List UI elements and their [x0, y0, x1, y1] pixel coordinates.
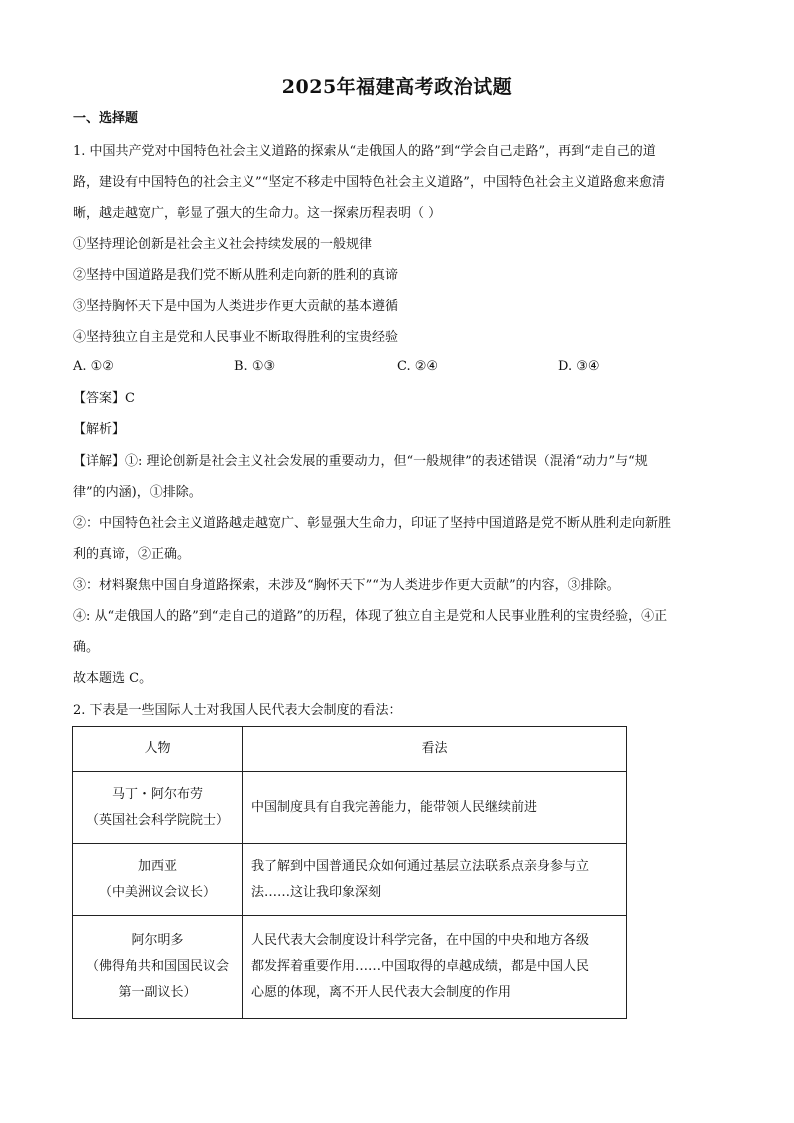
view-line: 中国制度具有自我完善能力，能带领人民继续前进 — [251, 799, 538, 815]
q1-option-c: C. ②④ — [397, 359, 439, 374]
column-header-view: 看法 — [243, 727, 627, 772]
table-row — [73, 844, 627, 916]
page-title: 2025年福建高考政治试题 — [281, 76, 513, 98]
table-row — [73, 772, 627, 844]
q1-option-d: D. ③④ — [558, 359, 600, 374]
q1-detail-line: 确。 — [73, 640, 100, 655]
opinions-table — [72, 726, 627, 1019]
view-line: 我了解到中国普通民众如何通过基层立法联系点亲身参与立 — [251, 858, 590, 874]
q1-answer: 【答案】C — [73, 391, 135, 406]
q1-detail-line: 故本题选 C。 — [73, 671, 153, 686]
q1-detail-line: ③：材料聚焦中国自身道路探索，未涉及“胸怀天下”“为人类进步作更大贡献”的内容，③排除。 — [73, 578, 620, 593]
q1-statement: ②坚持中国道路是我们党不断从胜利走向新的胜利的真谛 — [73, 268, 399, 283]
view-line: 心愿的体现，离不开人民代表大会制度的作用 — [251, 985, 512, 1000]
q1-stem-line: 路，建设有中国特色的社会主义”“坚定不移走中国特色社会主义道路”，中国特色社会主义道路愈来愈清 — [73, 175, 665, 190]
person-name: 阿尔明多 — [131, 933, 184, 948]
section-heading: 一、选择题 — [73, 111, 139, 126]
q1-detail-line: 【详解】①: 理论创新是社会主义社会发展的重要动力，但“一般规律”的表述错误（混淆“动力”与“规 — [73, 454, 648, 469]
q1-detail-line: ④: 从“走俄国人的路”到“走自己的道路”的历程，体现了独立自主是党和人民事业胜利的宝贵经验，④正 — [73, 609, 668, 624]
q1-detail-line: 律”的内涵)，①排除。 — [73, 485, 202, 500]
person-title: 第一副议长） — [118, 985, 197, 1000]
q2-stem: 2. 下表是一些国际人士对我国人民代表大会制度的看法： — [73, 703, 402, 718]
person-title: （佛得角共和国国民议会 — [85, 959, 229, 974]
view-cell — [243, 916, 627, 1019]
q1-detail-line: 利的真谛，②正确。 — [73, 547, 191, 562]
q1-statement: ③坚持胸怀天下是中国为人类进步作更大贡献的基本遵循 — [73, 299, 399, 314]
q1-stem-line: 晰，越走越宽广，彰显了强大的生命力。这一探索历程表明（ ） — [73, 206, 442, 221]
view-cell — [243, 772, 627, 844]
table-row — [73, 916, 627, 1019]
q1-statement: ④坚持独立自主是党和人民事业不断取得胜利的宝贵经验 — [73, 330, 399, 345]
person-name: 马丁・阿尔布劳 — [111, 786, 203, 802]
q1-analysis-label: 【解析】 — [73, 422, 126, 437]
column-header-person: 人物 — [73, 727, 243, 772]
view-cell — [243, 844, 627, 916]
q1-statement: ①坚持理论创新是社会主义社会持续发展的一般规律 — [73, 237, 373, 252]
person-title: （中美洲议会议长） — [98, 884, 216, 900]
person-cell — [73, 772, 243, 844]
q1-option-b: B. ①③ — [234, 359, 276, 374]
view-line: 法……这让我印象深刻 — [251, 884, 382, 900]
person-name: 加西亚 — [137, 858, 177, 874]
person-title: （英国社会科学院院士） — [85, 812, 229, 828]
person-cell — [73, 916, 243, 1019]
view-line: 都发挥着重要作用……中国取得的卓越成绩，都是中国人民 — [251, 959, 590, 974]
person-cell — [73, 844, 243, 916]
q1-stem-line: 1. 中国共产党对中国特色社会主义道路的探索从“走俄国人的路”到“学会自己走路”，再到“走自己的道 — [73, 144, 656, 159]
q1-detail-line: ②：中国特色社会主义道路越走越宽广、彰显强大生命力，印证了坚持中国道路是党不断从胜利走向新胜 — [73, 516, 672, 531]
q1-option-a: A. ①② — [73, 359, 114, 374]
view-line: 人民代表大会制度设计科学完备，在中国的中央和地方各级 — [251, 933, 590, 948]
table-header-row — [73, 727, 627, 772]
